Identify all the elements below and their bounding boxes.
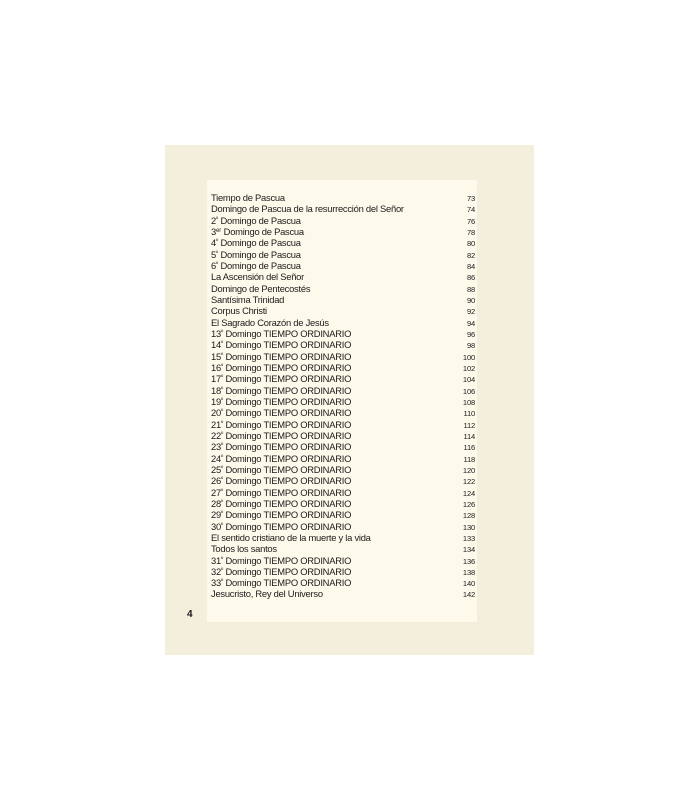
toc-entry-text: Domingo TIEMPO ORDINARIO [225,509,352,521]
toc-entry [211,351,475,362]
toc-entry-page: 112 [463,420,475,430]
toc-entry-ordinal-suffix: º [220,454,224,461]
toc-entry-title [211,283,310,294]
toc-entry [211,475,475,486]
toc-entry-ordinal: 23 [211,441,221,453]
toc-entry-text: Domingo TIEMPO ORDINARIO [225,577,352,589]
toc-entry-text: Corpus Christi [211,305,267,317]
toc-entry-title [211,260,301,271]
toc-entry-title [211,441,351,452]
toc-entry-ordinal: 18 [211,384,221,396]
toc-entry-title [211,237,301,248]
toc-entry-title [211,532,371,543]
toc-entry-text: Domingo TIEMPO ORDINARIO [225,361,352,373]
toc-entry-text: El Sagrado Corazón de Jesús [211,316,329,328]
toc-entry-page: 96 [466,329,475,339]
toc-entry-title [211,215,301,226]
toc-entry-text: Domingo TIEMPO ORDINARIO [225,418,352,430]
toc-entry-text: Domingo TIEMPO ORDINARIO [225,565,352,577]
toc-entry-ordinal-suffix: º [220,511,224,518]
toc-entry-ordinal: 3 [211,225,216,237]
toc-entry [211,192,475,203]
toc-entry-title [211,271,304,282]
toc-entry-title [211,249,301,260]
toc-entry-ordinal: 28 [211,497,221,509]
toc-entry-page: 92 [466,307,475,317]
toc-entry-text: Domingo TIEMPO ORDINARIO [225,463,352,475]
toc-entry [211,305,475,316]
toc-entry-page: 98 [466,341,475,351]
toc-entry-ordinal-suffix: º [215,250,219,257]
toc-entry [211,555,475,566]
toc-entry [211,373,475,384]
page-number: 4 [187,609,193,620]
toc-entry-text: La Ascensión del Señor [211,271,305,283]
toc-entry-page: 136 [462,556,475,566]
toc-entry-page: 118 [463,454,475,464]
toc-entry-ordinal: 21 [211,418,221,430]
toc-entry-ordinal-suffix: º [220,386,224,393]
toc-entry-text: Domingo TIEMPO ORDINARIO [225,520,352,532]
toc-entry-ordinal-suffix: º [220,420,224,427]
toc-entry-text: Domingo TIEMPO ORDINARIO [225,407,352,419]
toc-entry-title [211,362,351,373]
toc-entry-ordinal: 33 [211,577,221,589]
toc-entry-text: El sentido cristiano de la muerte y la vida [211,531,371,543]
toc-entry-ordinal-suffix: º [215,261,219,268]
toc-entry-ordinal-suffix: º [220,375,224,382]
toc-entry-ordinal: 14 [211,339,221,351]
toc-entry-text: Domingo de Pascua [220,248,301,260]
toc-entry-page: 116 [463,443,475,453]
toc-entry-text: Tiempo de Pascua [211,192,285,203]
toc-entry-ordinal-suffix: º [220,556,224,563]
toc-entry-ordinal: 31 [211,554,221,566]
toc-entry-text: Domingo TIEMPO ORDINARIO [225,475,352,487]
toc-entry [211,543,475,554]
toc-entry-page: 90 [466,295,475,305]
toc-entry-text: Domingo TIEMPO ORDINARIO [225,350,352,362]
toc-entry [211,215,475,226]
toc-entry [211,588,475,599]
toc-entry-ordinal-suffix: º [220,443,224,450]
toc-entry-title [211,192,285,203]
toc-entry [211,226,475,237]
toc-entry-ordinal: 16 [211,361,221,373]
toc-entry-ordinal: 27 [211,486,221,498]
toc-entry [211,407,475,418]
toc-entry-page: 114 [463,431,475,441]
toc-entry-text: Domingo TIEMPO ORDINARIO [225,339,352,351]
toc-entry-title [211,351,351,362]
toc-entry-page: 88 [466,284,475,294]
toc-entry-ordinal-suffix: º [215,239,219,246]
toc-entry [211,328,475,339]
toc-entry-ordinal: 20 [211,407,221,419]
toc-entry [211,294,475,305]
toc-entry-text: Domingo TIEMPO ORDINARIO [225,452,352,464]
toc-entry-page: 74 [466,205,475,215]
toc-entry-page: 78 [466,227,475,237]
toc-entry-ordinal-suffix: º [220,477,224,484]
toc-entry [211,487,475,498]
toc-entry-ordinal-suffix: º [220,409,224,416]
toc-entry-text: Domingo de Pascua de la resurrección del Señor [211,203,404,215]
table-of-contents [211,192,475,600]
toc-entry-text: Domingo de Pentecostés [211,282,311,294]
toc-entry-page: 76 [466,216,475,226]
toc-entry [211,430,475,441]
toc-entry-page: 142 [462,590,475,600]
toc-entry [211,498,475,509]
toc-entry-title [211,475,351,486]
toc-entry-page: 124 [462,488,475,498]
toc-entry-title [211,419,351,430]
toc-entry-title [211,464,351,475]
toc-entry-text: Domingo de Pascua [220,214,301,226]
toc-entry-page: 104 [462,375,475,385]
toc-entry-title [211,453,351,464]
toc-entry [211,260,475,271]
toc-entry-text: Domingo TIEMPO ORDINARIO [225,497,352,509]
toc-entry-page: 140 [462,579,475,589]
toc-entry [211,532,475,543]
toc-entry-title [211,543,277,554]
toc-entry-page: 120 [462,465,475,475]
toc-entry [211,521,475,532]
toc-entry-ordinal-suffix: º [220,465,224,472]
toc-entry-text: Domingo TIEMPO ORDINARIO [225,327,352,339]
toc-entry-page: 126 [462,499,475,509]
toc-entry [211,464,475,475]
toc-entry [211,339,475,350]
toc-entry-text: Domingo TIEMPO ORDINARIO [225,373,352,385]
toc-entry-title [211,317,329,328]
toc-entry-ordinal-suffix: º [220,397,224,404]
toc-entry-title [211,407,351,418]
toc-entry-ordinal-suffix: º [220,352,224,359]
toc-entry-ordinal: 19 [211,395,221,407]
toc-entry-text: Domingo de Pascua [223,225,304,237]
toc-entry-page: 94 [466,318,475,328]
toc-entry-text: Domingo TIEMPO ORDINARIO [225,441,352,453]
toc-entry-ordinal: 22 [211,429,221,441]
toc-entry-page: 86 [466,273,475,283]
toc-entry-title [211,203,404,214]
toc-entry-ordinal: 17 [211,373,221,385]
toc-entry [211,441,475,452]
toc-entry-text: Domingo TIEMPO ORDINARIO [225,384,352,396]
toc-entry-title [211,498,351,509]
toc-entry-ordinal-suffix: º [220,567,224,574]
toc-entry-ordinal-suffix: º [220,579,224,586]
toc-entry-page: 100 [462,352,475,362]
toc-entry-text: Todos los santos [211,543,277,555]
toc-entry-title [211,521,351,532]
toc-entry-text: Domingo TIEMPO ORDINARIO [225,395,352,407]
toc-entry-text: Domingo de Pascua [220,237,301,249]
toc-entry-title [211,385,351,396]
toc-entry-page: 80 [466,239,475,249]
toc-entry [211,577,475,588]
toc-entry-title [211,509,351,520]
toc-entry-title [211,588,323,599]
toc-entry-ordinal: 6 [211,259,216,271]
toc-entry [211,385,475,396]
toc-entry [211,453,475,464]
toc-entry-title [211,294,284,305]
toc-entry [211,271,475,282]
toc-entry-ordinal-suffix: er [215,227,222,234]
toc-entry-title [211,305,267,316]
toc-entry-ordinal: 2 [211,214,216,226]
toc-entry-ordinal-suffix: º [215,216,219,223]
toc-entry-ordinal: 5 [211,248,216,260]
toc-entry-ordinal-suffix: º [220,488,224,495]
toc-entry [211,419,475,430]
toc-entry-ordinal: 30 [211,520,221,532]
toc-entry-ordinal-suffix: º [220,341,224,348]
toc-entry [211,362,475,373]
toc-entry-title [211,226,304,237]
toc-entry [211,249,475,260]
toc-entry-title [211,328,351,339]
toc-entry-title [211,373,351,384]
toc-entry-ordinal-suffix: º [220,522,224,529]
toc-entry-page: 102 [462,363,475,373]
toc-entry-ordinal: 29 [211,509,221,521]
toc-entry-ordinal: 26 [211,475,221,487]
toc-entry-ordinal: 24 [211,452,221,464]
toc-entry [211,396,475,407]
toc-entry [211,283,475,294]
toc-entry [211,566,475,577]
toc-entry-ordinal-suffix: º [220,363,224,370]
toc-entry-page: 82 [466,250,475,260]
toc-entry-page: 134 [462,545,475,555]
toc-entry [211,509,475,520]
toc-entry-title [211,566,351,577]
toc-entry-ordinal-suffix: º [220,499,224,506]
toc-entry-title [211,487,351,498]
toc-entry-text: Domingo TIEMPO ORDINARIO [225,486,352,498]
toc-entry-text: Domingo TIEMPO ORDINARIO [225,554,352,566]
toc-entry-ordinal-suffix: º [220,329,224,336]
toc-entry-title [211,339,351,350]
toc-entry-page: 122 [462,477,475,487]
toc-entry-text: Domingo TIEMPO ORDINARIO [225,429,352,441]
toc-entry-ordinal-suffix: º [220,431,224,438]
toc-entry-page: 110 [463,409,475,419]
toc-entry-ordinal: 32 [211,565,221,577]
toc-entry-title [211,555,351,566]
toc-entry-text: Santísima Trinidad [211,293,285,305]
toc-entry-ordinal: 4 [211,237,216,249]
toc-entry-ordinal: 15 [211,350,221,362]
toc-entry-title [211,396,351,407]
toc-entry-ordinal: 25 [211,463,221,475]
toc-entry-title [211,430,351,441]
toc-entry-text: Domingo de Pascua [220,259,301,271]
toc-entry-page: 73 [466,194,475,203]
toc-entry-page: 133 [462,533,475,543]
toc-entry [211,237,475,248]
toc-entry-page: 106 [462,386,475,396]
toc-entry [211,203,475,214]
toc-entry-page: 84 [466,261,475,271]
toc-entry-text: Jesucristo, Rey del Universo [211,588,323,600]
toc-entry-page: 138 [462,567,475,577]
toc-entry-page: 128 [462,511,475,521]
toc-entry-ordinal: 13 [211,327,221,339]
toc-entry [211,317,475,328]
toc-entry-title [211,577,351,588]
toc-entry-page: 108 [462,397,475,407]
toc-entry-page: 130 [462,522,475,532]
